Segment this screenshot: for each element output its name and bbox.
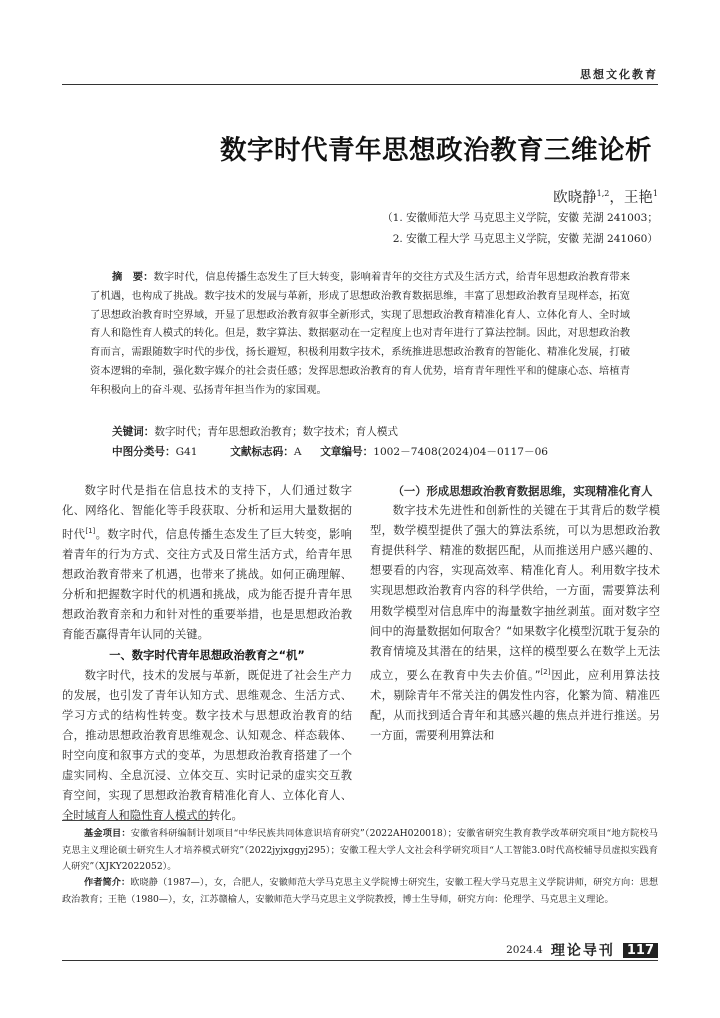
page-footer [506,940,658,960]
author-2: 王艳 [623,190,653,206]
body-column-right [370,481,660,746]
keywords-label: 关键词： [112,426,155,438]
classification-line [112,444,548,459]
body-column-left [62,481,352,826]
body-paragraph: 数字时代，技术的发展与革新，既促进了社会生产力的发展，也引发了青年认知方式、思维观念、生活方式、学习方式的结构性转变。数字技术与思想政治教育的结合，推动思想政治教育思维观念、认知观念、样态载体、时空向度和叙事方式的变革，为思想政治教育搭建了一个虚实同构、全息沉浸、立体交互、实时记录的虚实交互教育空间，实现了思想政治教育精准化育人、立体化育人、全时域育人和隐性育人模式的转化。 [62,668,352,823]
affiliation-1: （1. 安徽师范大学 马克思主义学院，安徽 芜湖 241003； [382,212,658,224]
author-2-affil: 1 [652,189,658,199]
clc-label: 中图分类号： [112,446,176,458]
footer-rule [62,960,658,961]
citation-ref: [1] [85,527,96,536]
footnote-rule [62,820,212,821]
author-1-affil: 1,2 [596,189,610,199]
author-separator: ， [609,190,624,206]
keywords [112,424,398,439]
doc-code-label: 文献标志码： [230,446,294,458]
article-number-value: 1002－7408(2024)04－0117－06 [373,446,549,458]
authors [553,186,658,207]
funding-label: 基金项目： [84,828,131,839]
subsection-heading-1: （一）形成思想政治教育数据思维，实现精准化育人 [392,484,653,498]
clc-value: G41 [175,446,198,458]
article-number-label: 文章编号： [320,446,374,458]
header-rule [62,84,658,85]
funding-note [62,826,658,876]
author-1: 欧晓静 [553,190,597,206]
abstract-text: 数字时代，信息传播生态发生了巨大转变，影响着青年的交往方式及生活方式，给青年思想政治教育带来了机遇，也构成了挑战。数字技术的发展与革新，形成了思想政治教育数据思维，丰富了思想政治教育呈现样态，拓宽了思想政治教育时空界域，开显了思想政治教育叙事全新形式，实现了思想政治教育精准化育人、立体化育人、全时域育人和隐性育人模式的转化。但是，数字算法、数据驱动在一定程度上也对青年进行了算法控制。因此，对思想政治教育而言，需跟随数字时代的步伐，扬长避短，积极利用数字技术，系统推进思想政治教育的智能化、精准化发展，打破资本逻辑的牵制，强化数字媒介的社会责任感；发挥思想政治教育的育人优势，培育青年理性平和的健康心态、培植青年积极向上的奋斗观、弘扬青年担当作为的家国观。 [90,271,631,396]
citation-ref: [2] [540,667,551,676]
journal-name: 理论导刊 [550,943,615,959]
body-paragraph: 数字技术先进性和创新性的关键在于其背后的数学模型，数学模型提供了强大的算法系统，可以为思想政治教育提供科学、精准的数据匹配，从而推送用户感兴趣的、想要看的内容，实现高效率、精准化育人。利用数字技术实现思想政治教育内容的科学供给，一方面，需要算法利用数学模型对信息库中的海量数字抽丝剥茧。面对数字空间中的海量数据如何取舍？“如果数字化模型沉耽于复杂的教育情境及其潜在的结果，这样的模型要么在数学上无法成立，要么在教育中失去价值。”[2]因此，应利用算法技术，剔除青年不常关注的偶发性内容，化繁为简、精准匹配，从而找到适合青年和其感兴趣的焦点并进行推送。另一方面，需要利用算法和 [370,504,660,742]
article-title: 数字时代青年思想政治教育三维论析 [220,135,652,166]
bio-text: 欧晓静（1987—），女，合肥人，安徽师范大学马克思主义学院博士研究生，安徽工程大学马克思主义学院讲师，研究方向：思想政治教育；王艳（1980—），女，江苏赣榆人，安徽师范大学马克思主义学院教授，博士生导师，研究方向：伦理学、马克思主义理论。 [62,877,659,905]
page-number: 117 [623,943,658,958]
author-bio-note [62,875,658,908]
keywords-text: 数字时代；青年思想政治教育；数字技术；育人模式 [154,426,399,438]
funding-text: 安徽省科研编制计划项目“中华民族共同体意识培育研究”（2022AH020018）；安徽省研究生教育教学改革研究项目“地方院校马克思主义理论硕士研究生人才培养模式研究”（2022jyjxggyj295）；安徽工程大学人文社会科学研究项目“人工智能3.0时代高校辅导员虚拟实践育人研究”（XJKY2022052）。 [62,828,658,873]
abstract [90,268,630,400]
issue-number: 2024.4 [506,944,543,956]
abstract-label: 摘 要： [112,271,154,283]
section-heading-1: 一、数字时代青年思想政治教育之“机” [109,648,305,662]
bio-label: 作者简介： [84,877,131,888]
doc-code-value: A [293,446,302,458]
affiliation-2: 2. 安徽工程大学 马克思主义学院，安徽 芜湖 241060） [392,233,658,245]
section-label: 思想文化教育 [580,68,658,81]
body-paragraph: 数字时代是指在信息技术的支持下，人们通过数字化、网络化、智能化等手段获取、分析和运用大量数据的时代[1]。数字时代，信息传播生态发生了巨大转变，影响着青年的行为方式、交往方式及日常生活方式，给青年思想政治教育带来了机遇，也带来了挑战。如何正确理解、分析和把握数字时代的机遇和挑战，成为能否提升青年思想政治教育亲和力和针对性的重要举措，也是思想政治教育能否赢得青年认同的关键。 [62,484,352,642]
